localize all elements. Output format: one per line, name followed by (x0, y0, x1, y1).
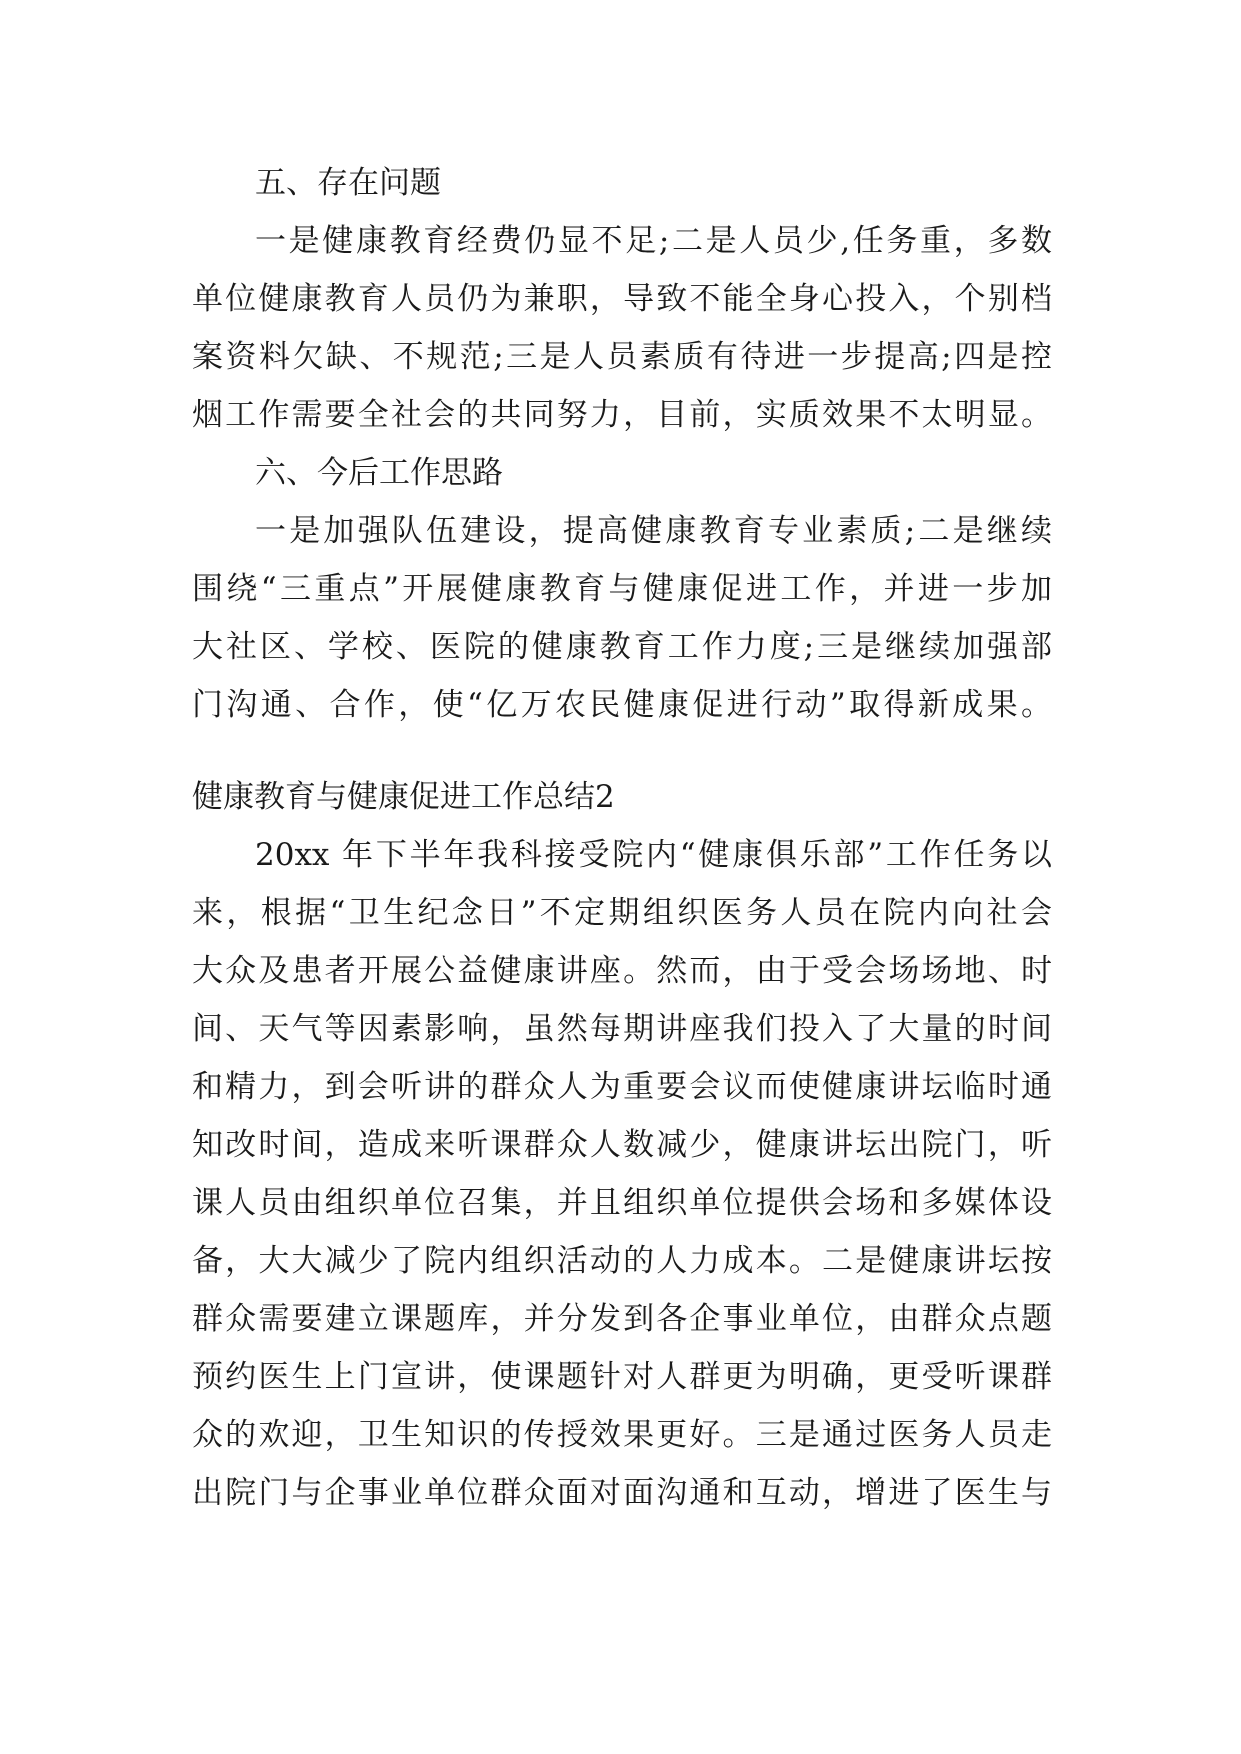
paragraph-line: 大社区、学校、医院的健康教育工作力度;三是继续加强部 (192, 629, 1052, 665)
paragraph-line: 门沟通、合作，使“亿万农民健康促进行动”取得新成果。 (192, 687, 1052, 723)
paragraph-line: 一是加强队伍建设，提高健康教育专业素质;二是继续 (255, 513, 1052, 549)
paragraph-line: 单位健康教育人员仍为兼职，导致不能全身心投入，个别档 (192, 281, 1052, 317)
paragraph-line: 群众需要建立课题库，并分发到各企事业单位，由群众点题 (192, 1301, 1052, 1337)
paragraph-line: 20xx 年下半年我科接受院内“健康俱乐部”工作任务以 (255, 837, 1052, 873)
paragraph-line: 案资料欠缺、不规范;三是人员素质有待进一步提高;四是控 (192, 339, 1052, 375)
paragraph-line: 和精力，到会听讲的群众人为重要会议而使健康讲坛临时通 (192, 1069, 1052, 1105)
paragraph-line: 烟工作需要全社会的共同努力，目前，实质效果不太明显。 (192, 397, 1052, 433)
paragraph-line: 知改时间，造成来听课群众人数减少，健康讲坛出院门，听 (192, 1127, 1052, 1163)
paragraph-line: 一是健康教育经费仍显不足;二是人员少,任务重，多数 (255, 223, 1052, 259)
section-heading-plans: 六、今后工作思路 (255, 455, 503, 491)
section-heading-problems: 五、存在问题 (255, 165, 441, 201)
paragraph-line: 围绕“三重点”开展健康教育与健康促进工作，并进一步加 (192, 571, 1052, 607)
paragraph-line: 来，根据“卫生纪念日”不定期组织医务人员在院内向社会 (192, 895, 1052, 931)
paragraph-line: 课人员由组织单位召集，并且组织单位提供会场和多媒体设 (192, 1185, 1052, 1221)
paragraph-line: 众的欢迎，卫生知识的传授效果更好。三是通过医务人员走 (192, 1417, 1052, 1453)
paragraph-line: 预约医生上门宣讲，使课题针对人群更为明确，更受听课群 (192, 1359, 1052, 1395)
paragraph-line: 间、天气等因素影响，虽然每期讲座我们投入了大量的时间 (192, 1011, 1052, 1047)
paragraph-line: 出院门与企事业单位群众面对面沟通和互动，增进了医生与 (192, 1475, 1052, 1511)
document-title-summary-2: 健康教育与健康促进工作总结2 (192, 779, 615, 815)
paragraph-line: 备，大大减少了院内组织活动的人力成本。二是健康讲坛按 (192, 1243, 1052, 1279)
paragraph-line: 大众及患者开展公益健康讲座。然而，由于受会场场地、时 (192, 953, 1052, 989)
